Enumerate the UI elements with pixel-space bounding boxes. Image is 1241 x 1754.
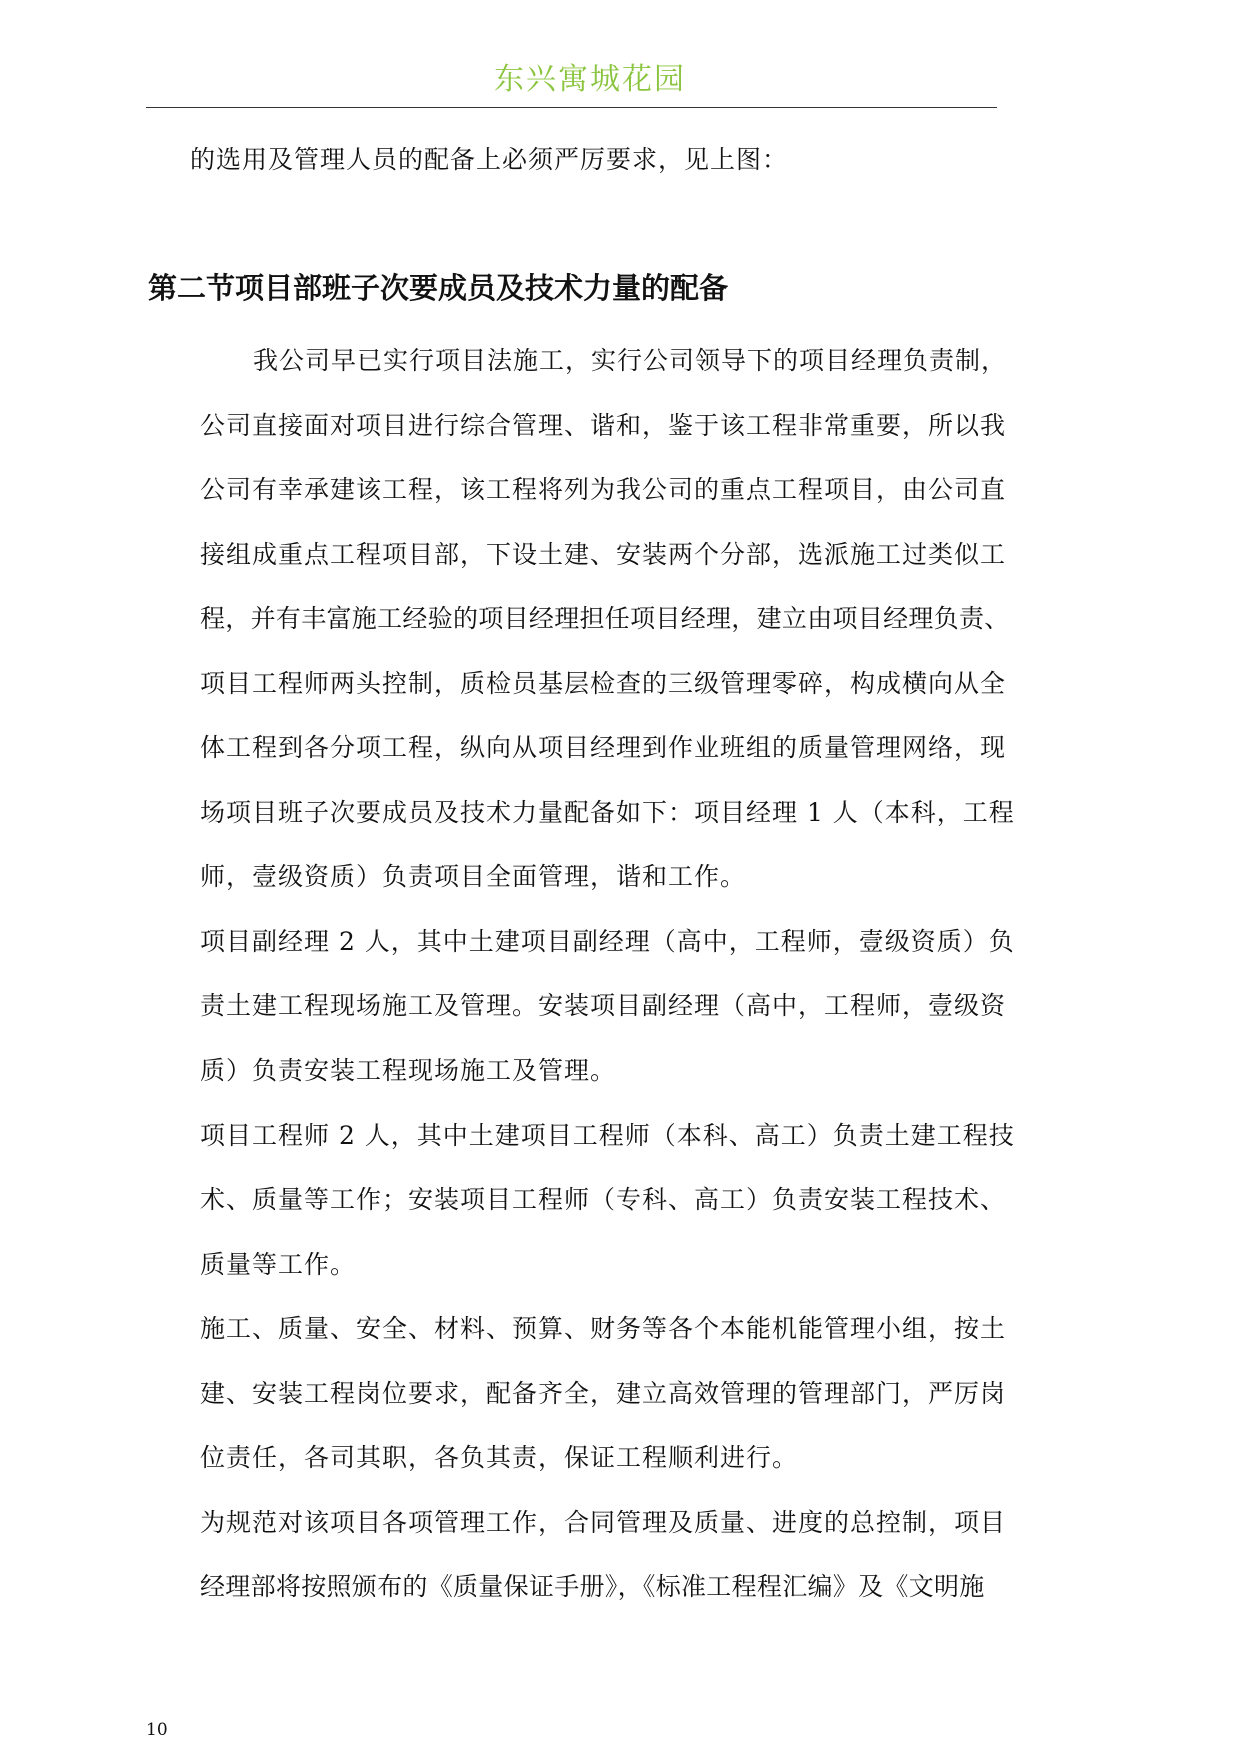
body-line: 为规范对该项目各项管理工作，合同管理及质量、进度的总控制，项目 [200,1508,1007,1537]
body-line: 术、质量等工作；安装项目工程师（专科、高工）负责安装工程技术、 [200,1185,1007,1214]
body-line: 体工程到各分项工程，纵向从项目经理到作业班组的质量管理网络，现 [200,733,1007,762]
body-line: 公司有幸承建该工程，该工程将列为我公司的重点工程项目，由公司直 [200,475,1007,504]
body-line: 经理部将按照颁布的《质量保证手册》，《标准工程程汇编》及《文明施 [200,1572,985,1601]
body-line: 项目副经理 2 人，其中土建项目副经理（高中，工程师，壹级资质）负 [200,927,1015,956]
body-line: 场项目班子次要成员及技术力量配备如下：项目经理 1 人（本科，工程 [200,798,1015,827]
body-line: 位责任，各司其职，各负其责，保证工程顺利进行。 [200,1443,799,1472]
body-line: 项目工程师 2 人，其中土建项目工程师（本科、高工）负责土建工程技 [200,1121,1015,1150]
page-number: 10 [146,1720,168,1740]
body-line: 的选用及管理人员的配备上必须严厉要求，见上图： [190,145,789,174]
body-line: 建、安装工程岗位要求，配备齐全，建立高效管理的管理部门，严厉岗 [200,1379,1007,1408]
body-line: 师，壹级资质）负责项目全面管理，谐和工作。 [200,862,747,891]
body-line: 接组成重点工程项目部，下设土建、安装两个分部，选派施工过类似工 [200,540,1007,569]
body-line: 项目工程师两头控制，质检员基层检查的三级管理零碎，构成横向从全 [200,669,1007,698]
body-line: 质）负责安装工程现场施工及管理。 [200,1056,617,1085]
body-line: 公司直接面对项目进行综合管理、谐和，鉴于该工程非常重要，所以我 [200,411,1007,440]
body-line: 质量等工作。 [200,1250,357,1279]
body-line: 程，并有丰富施工经验的项目经理担任项目经理，建立由项目经理负责、 [200,604,1010,633]
document-header-title: 东兴寓城花园 [494,62,686,97]
body-line: 责土建工程现场施工及管理。安装项目副经理（高中，工程师，壹级资 [200,991,1007,1020]
body-line: 我公司早已实行项目法施工，实行公司领导下的项目经理负责制， [253,346,1008,375]
body-line: 施工、质量、安全、材料、预算、财务等各个本能机能管理小组，按土 [200,1314,1007,1343]
section-heading: 第二节项目部班子次要成员及技术力量的配备 [148,271,729,305]
header-divider [146,107,997,108]
